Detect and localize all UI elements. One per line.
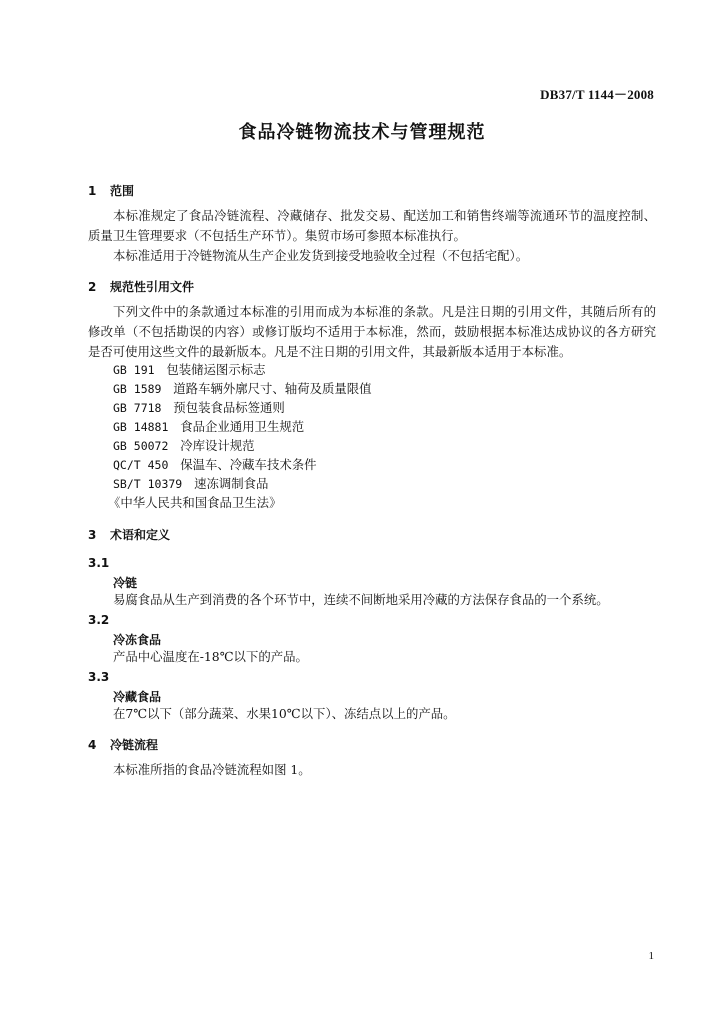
reference-name: 冷库设计规范 — [180, 438, 255, 453]
term-number: 3.3 — [88, 670, 110, 684]
section-number: 4 — [88, 738, 97, 752]
reference-item — [113, 455, 317, 475]
reference-name: 包装储运图示标志 — [166, 362, 266, 377]
term-number: 3.2 — [88, 613, 110, 627]
section-number: 2 — [88, 280, 97, 294]
term-name: 冷链 — [113, 576, 138, 590]
reference-code: QC/T 450 — [113, 458, 169, 472]
reference-item — [113, 436, 255, 456]
term-definition: 产品中心温度在-18℃以下的产品。 — [113, 649, 308, 664]
reference-code: SB/T 10379 — [113, 477, 183, 491]
reference-item — [113, 474, 268, 494]
standard-code: DB37/T 1144－2008 — [540, 87, 654, 102]
reference-law: 《中华人民共和国食品卫生法》 — [108, 495, 282, 510]
section-title: 冷链流程 — [110, 738, 159, 752]
reference-code: GB 14881 — [113, 420, 169, 434]
term-definition: 在7℃以下（部分蔬菜、水果10℃以下）、冻结点以上的产品。 — [113, 706, 456, 721]
section-1-paragraph-1: 本标准规定了食品冷链流程、冷藏储存、批发交易、配送加工和销售终端等流通环节的温度控制、质量卫生管理要求（不包括生产环节）。集贸市场可参照本标准执行。 — [88, 208, 656, 243]
term-name: 冷藏食品 — [113, 690, 162, 704]
document-title: 食品冷链物流技术与管理规范 — [238, 122, 486, 143]
section-title: 范围 — [110, 184, 135, 198]
term-definition: 易腐食品从生产到消费的各个环节中，连续不间断地采用冷藏的方法保存食品的一个系统。 — [113, 592, 609, 607]
section-1-paragraph-2: 本标准适用于冷链物流从生产企业发货到接受地验收全过程（不包括宅配）。 — [113, 248, 529, 263]
reference-name: 预包装食品标签通则 — [173, 400, 285, 415]
reference-item — [113, 379, 372, 399]
reference-code: GB 50072 — [113, 439, 169, 453]
section-title: 规范性引用文件 — [110, 280, 195, 294]
section-4-heading — [88, 736, 158, 753]
term-number: 3.1 — [88, 556, 110, 570]
reference-code: GB 1589 — [113, 382, 162, 396]
reference-item — [113, 360, 266, 380]
section-2-heading — [88, 278, 194, 295]
section-2-paragraph-1: 下列文件中的条款通过本标准的引用而成为本标准的条款。凡是注日期的引用文件，其随后所有的修改单（不包括勘误的内容）或修订版均不适用于本标准，然而，鼓励根据本标准达成协议的各方研究是否可使用这些文件的最新版本。凡是不注日期的引用文件，其最新版本适用于本标准。 — [88, 304, 656, 359]
section-3-heading — [88, 526, 170, 543]
section-number: 1 — [88, 184, 97, 198]
section-4-paragraph-1: 本标准所指的食品冷链流程如图 1。 — [113, 762, 311, 777]
page-number: 1 — [648, 950, 654, 962]
reference-name: 速冻调制食品 — [194, 476, 269, 491]
reference-item — [113, 417, 304, 437]
reference-name: 食品企业通用卫生规范 — [180, 419, 305, 434]
section-1-heading — [88, 182, 134, 199]
reference-item — [113, 398, 285, 418]
reference-code: GB 7718 — [113, 401, 162, 415]
reference-code: GB 191 — [113, 363, 155, 377]
section-title: 术语和定义 — [110, 528, 171, 542]
section-number: 3 — [88, 528, 97, 542]
reference-name: 保温车、冷藏车技术条件 — [180, 457, 317, 472]
term-name: 冷冻食品 — [113, 633, 162, 647]
reference-name: 道路车辆外廓尺寸、轴荷及质量限值 — [173, 381, 372, 396]
